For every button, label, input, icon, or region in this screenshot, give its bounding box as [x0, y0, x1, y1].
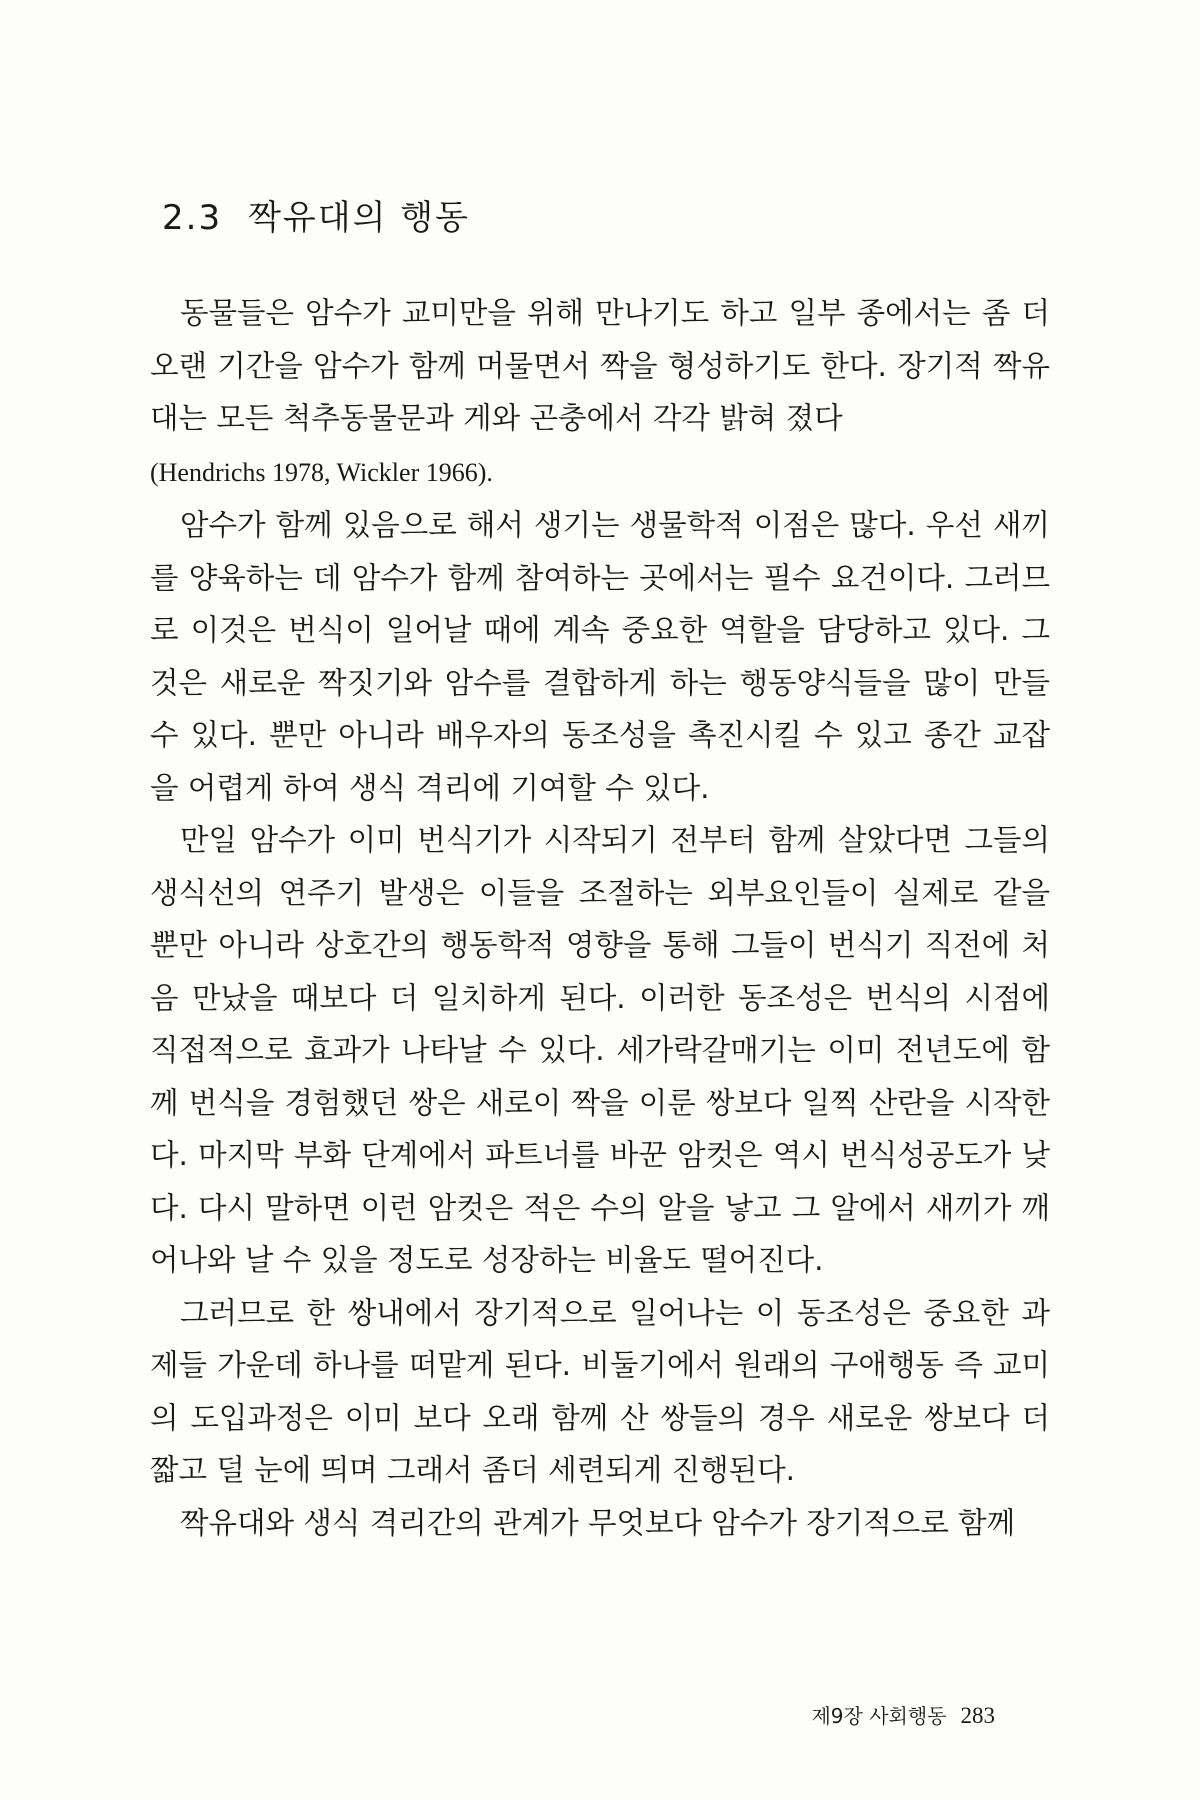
footer-chapter: 제9장 사회행동 [811, 1704, 947, 1728]
paragraph-1-text: 동물들은 암수가 교미만을 위해 만나기도 하고 일부 종에서는 좀 더 오랜 기간을 암수가 함께 머물면서 짝을 형성하기도 한다. 장기적 짝유대는 모든 척추동물문과 게와 곤충에서 각각 밝혀 졌다 [150, 296, 1050, 435]
section-title: 짝유대의 행동 [248, 198, 470, 238]
page-number: 283 [960, 1703, 995, 1728]
citation: (Hendrichs 1978, Wickler 1966). [150, 457, 493, 487]
section-number: 2.3 [162, 198, 223, 238]
paragraph-3: 만일 암수가 이미 번식기가 시작되기 전부터 함께 살았다면 그들의 생식선의 연주기 발생은 이들을 조절하는 외부요인들이 실제로 같을 뿐만 아니라 상호간의 행동학적 영향을 통해 그들이 번식기 직전에 처음 만났을 때보다 더 일치하게 된다. 이러한 동조성은 번식의 시점에 직접적으로 효과가 나타날 수 있다. 세가락갈매기는 이미 전년도에 함께 번식을 경험했던 쌍은 새로이 짝을 이룬 쌍보다 일찍 산란을 시작한다. 마지막 부화 단계에서 파트너를 바꾼 암컷은 역시 번식성공도가 낮다. 다시 말하면 이런 암컷은 적은 수의 알을 낳고 그 알에서 새끼가 깨어나와 날 수 있을 정도로 성장하는 비율도 떨어진다. [150, 823, 1050, 1277]
page-footer [811, 1700, 995, 1729]
paragraph-1 [150, 287, 1050, 499]
paragraph-5: 짝유대와 생식 격리간의 관계가 무엇보다 암수가 장기적으로 함께 [180, 1505, 1016, 1540]
paragraph-2: 암수가 함께 있음으로 해서 생기는 생물학적 이점은 많다. 우선 새끼를 양육하는 데 암수가 함께 참여하는 곳에서는 필수 요건이다. 그러므로 이것은 번식이 일어날 때에 계속 중요한 역할을 담당하고 있다. 그것은 새로운 짝짓기와 암수를 결합하게 하는 행동양식들을 많이 만들 수 있다. 뿐만 아니라 배우자의 동조성을 촉진시킬 수 있고 종간 교잡을 어렵게 하여 생식 격리에 기여할 수 있다. [150, 508, 1050, 805]
section-heading [162, 190, 470, 239]
paragraph-4: 그러므로 한 쌍내에서 장기적으로 일어나는 이 동조성은 중요한 과제들 가운데 하나를 떠맡게 된다. 비둘기에서 원래의 구애행동 즉 교미의 도입과정은 이미 보다 오래 함께 산 쌍들의 경우 새로운 쌍보다 더 짧고 덜 눈에 띄며 그래서 좀더 세련되게 진행된다. [150, 1295, 1050, 1487]
body-text [150, 287, 1050, 1549]
